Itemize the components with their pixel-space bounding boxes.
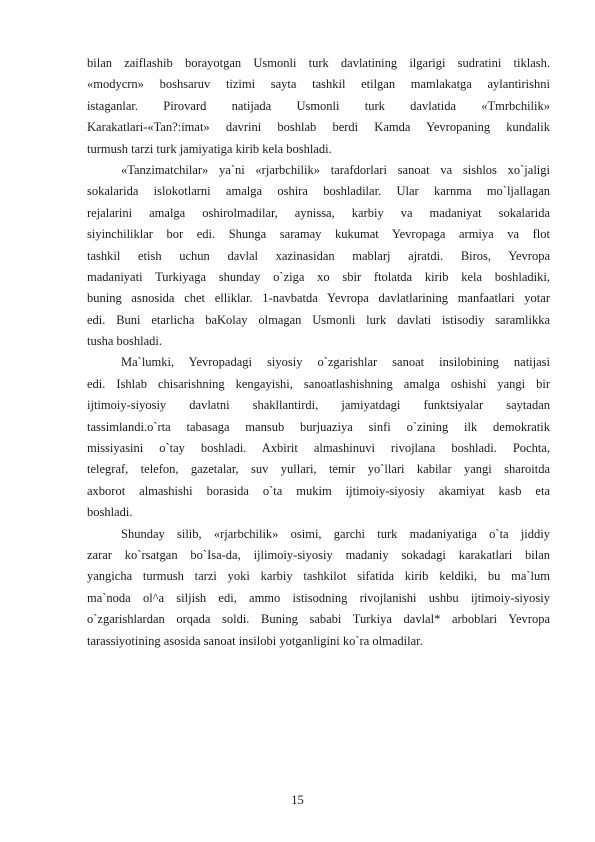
text-line: rejalarini amalga oshirolmadilar, aynissa, karbiy va madaniyat sokalarida — [87, 205, 550, 220]
text-line: buning asnosida chet elliklar. 1-navbatda Yevropa davlatlarining manfaatlari yotar — [87, 291, 550, 306]
text-line: sokalarida islokotlarni amalga oshira boshladilar. Ular karnma mo`ljallagan — [87, 184, 550, 199]
text-line: «Tanzimatchilar» ya`ni «rjarbchilik» tarafdorlari sanoat va sishlos xo`jaligi — [121, 162, 550, 177]
paragraph-4 — [87, 524, 550, 652]
text-line: ma`noda ol^a siljish edi, ammo istisodning rivojlanishi ushbu ijtimoiy-siyosiy — [87, 590, 550, 605]
paragraph-1 — [87, 53, 550, 160]
text-line: tusha boshladi. — [87, 334, 162, 349]
text-line: yangicha turmush tarzi yoki karbiy tashkilot sifatida kirib keldiki, bu ma`lum — [87, 569, 550, 584]
paragraph-3 — [87, 352, 550, 523]
text-line: boshladi. — [87, 505, 133, 520]
text-line: zarar ko`rsatgan bo`Isa-da, ijlimoiy-siyosiy madaniy sokadagi karakatlari bilan — [87, 547, 550, 562]
text-line: edi. Buni etarlicha baKolay olmagan Usmonli lurk davlati istisodiy saramlikka — [87, 312, 550, 327]
text-line: Karakatlari-«Tan?:imat» davrini boshlab berdi Kamda Yevropaning kundalik — [87, 120, 550, 135]
text-line: o`zgarishlardan orqada soldi. Buning sababi Turkiya davlal* arboblari Yevropa — [87, 612, 550, 627]
text-line: siyinchiliklar bor edi. Shunga saramay kukumat Yevropaga armiya va flot — [87, 227, 550, 242]
text-line: turmush tarzi turk jamiyatiga kirib kela boshladi. — [87, 141, 332, 156]
page-number: 15 — [291, 793, 304, 807]
text-line: bilan zaiflashib borayotgan Usmonli turk davlatining ilgarigi sudratini tiklash. — [87, 56, 550, 70]
text-line: Shunday silib, «rjarbchilik» osimi, garchi turk madaniyatiga o`ta jiddiy — [121, 526, 550, 541]
paragraph-2 — [87, 160, 550, 353]
text-line: axborot almashishi borasida o`ta mukim ijtimoiy-siyosiy akamiyat kasb eta — [87, 483, 550, 498]
text-line: tashkil etish uchun davlal xazinasidan mablarj ajratdi. Biros, Yevropa — [87, 248, 550, 263]
text-line: ijtimoiy-siyosiy davlatni shakllantirdi, jamiyatdagi funktsiyalar saytadan — [87, 398, 550, 413]
text-line: madaniyati Turkiyaga shunday o`ziga xo sbir ftolatda kirib kela boshladiki, — [87, 269, 550, 284]
text-line: tassimlandi.o`rta tabasaga mansub burjuaziya sinfi o`zining ilk demokratik — [87, 419, 550, 434]
text-line: istaganlar. Pirovard natijada Usmonli turk davlatida «Tmrbchilik» — [87, 98, 550, 113]
text-line: missiyasini o`tay boshladi. Axbirit almashinuvi rivojlana boshladi. Pochta, — [87, 441, 550, 456]
text-line: telegraf, telefon, gazetalar, suv yullari, temir yo`llari kabilar yangi sharoitda — [87, 462, 550, 477]
body-text — [87, 53, 550, 652]
text-line: tarassiyotining asosida sanoat insilobi yotganligini ko`ra olmadilar. — [87, 633, 423, 648]
text-line: edi. Ishlab chisarishning kengayishi, sanoatlashishning amalga oshishi yangi bir — [87, 376, 550, 391]
text-line: Ma`lumki, Yevropadagi siyosiy o`zgarishlar sanoat insilobining natijasi — [121, 355, 550, 370]
text-line: «modycrn» boshsaruv tizimi sayta tashkil etilgan mamlakatga aylantirishni — [87, 77, 550, 92]
